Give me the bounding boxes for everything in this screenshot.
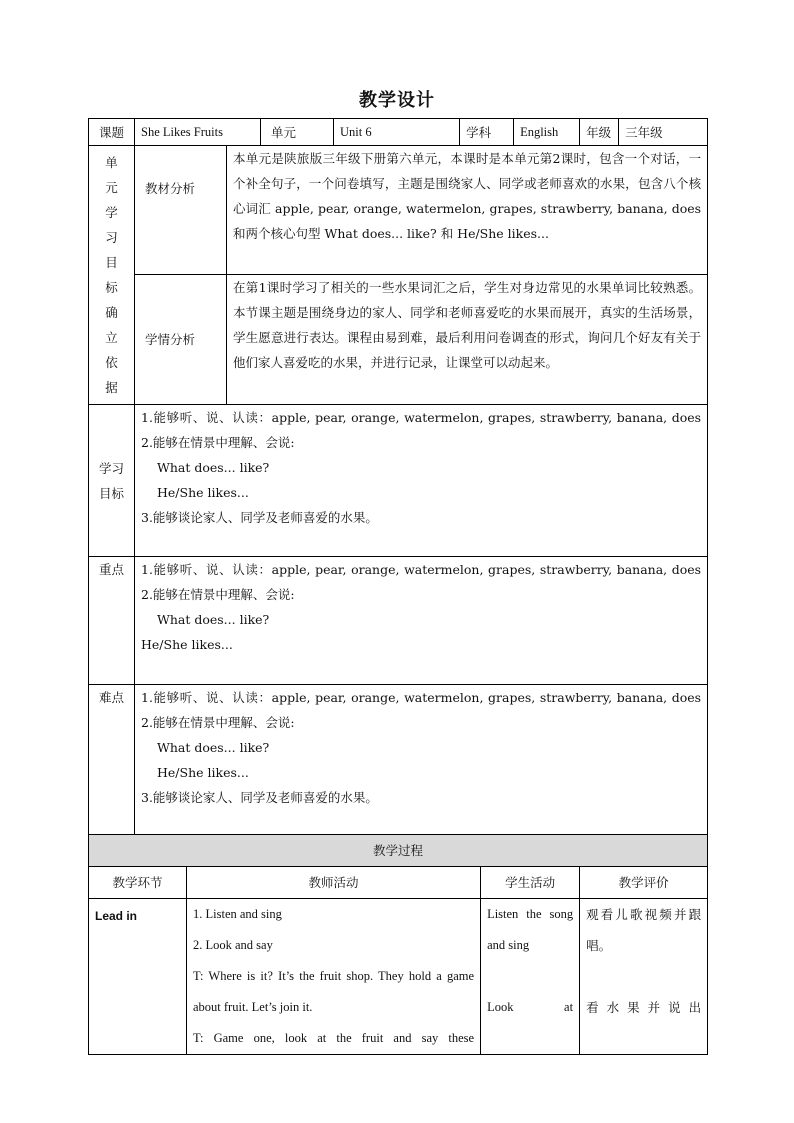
objectives-content <box>135 405 708 557</box>
subject-label: 学科 <box>460 119 514 146</box>
objective-2: 2.能够在情景中理解、会说: <box>141 435 295 450</box>
eval-1: 观看儿歌视频并跟唱。 <box>586 907 702 953</box>
objectives-label: 学习 目标 <box>89 405 135 557</box>
material-analysis-label: 教材分析 <box>135 146 227 275</box>
key-point-2: 2.能够在情景中理解、会说: <box>141 587 295 602</box>
key-point-sentence-1: What does... like? <box>157 612 270 627</box>
unit-value: Unit 6 <box>334 119 460 146</box>
teacher-step-1: 1. Listen and sing <box>193 907 282 921</box>
difficulty-1: 1.能够听、说、认读：apple, pear, orange, watermelon, grapes, strawberry, banana, does <box>141 690 702 705</box>
basis-side-label: 单 元 学 习 目 标 确 立 依 据 <box>89 146 135 405</box>
teacher-step-4: T: Game one, look at the fruit and say these <box>193 1031 475 1045</box>
teaching-evaluation <box>580 899 708 1055</box>
difficulty-sentence-2: He/She likes... <box>157 765 249 780</box>
difficulty-sentence-1: What does... like? <box>157 740 270 755</box>
unit-label: 单元 <box>261 119 334 146</box>
student-step-2: Look at <box>487 1000 574 1014</box>
difficulty-2: 2.能够在情景中理解、会说: <box>141 715 295 730</box>
teacher-activity <box>187 899 481 1055</box>
lesson-plan-table <box>88 118 708 1055</box>
topic-label: 课题 <box>89 119 135 146</box>
student-activity <box>481 899 580 1055</box>
difficulties-content <box>135 685 708 835</box>
objective-sentence-1: What does... like? <box>157 460 270 475</box>
difficulties-label: 难点 <box>89 685 135 835</box>
objective-sentence-2: He/She likes... <box>157 485 249 500</box>
teacher-step-2: 2. Look and say <box>193 938 273 952</box>
col-teacher-header: 教师活动 <box>187 867 481 899</box>
objective-3: 3.能够谈论家人、同学及老师喜爱的水果。 <box>141 510 378 525</box>
eval-2: 看水果并说出 <box>586 1000 702 1015</box>
col-eval-header: 教学评价 <box>580 867 708 899</box>
teacher-step-3: T: Where is it? It’s the fruit shop. They hold a game about fruit. Let’s join it. <box>193 969 475 1014</box>
key-point-sentence-2: He/She likes... <box>141 637 233 652</box>
material-analysis-text: 本单元是陕旅版三年级下册第六单元，本课时是本单元第2课时，包含一个对话，一个补全句子，一个问卷填写，主题是围绕家人、同学或老师喜欢的水果，包含八个核心词汇 apple, pear, orange, watermelon, grapes, strawberry, banana, does 和两个核心句型 What does... like? 和 He/She likes... <box>227 146 708 275</box>
key-point-1: 1.能够听、说、认读：apple, pear, orange, watermelon, grapes, strawberry, banana, does <box>141 562 702 577</box>
process-title: 教学过程 <box>89 835 708 867</box>
col-student-header: 学生活动 <box>481 867 580 899</box>
col-stage-header: 教学环节 <box>89 867 187 899</box>
student-analysis-text: 在第1课时学习了相关的一些水果词汇之后，学生对身边常见的水果单词比较熟悉。本节课主题是围绕身边的家人、同学和老师喜爱吃的水果而展开，真实的生活场景，学生愿意进行表达。课程由易到难，最后利用问卷调查的形式，询问几个好友有关于他们家人喜爱吃的水果，并进行记录，让课堂可以动起来。 <box>227 274 708 404</box>
document-title: 教学设计 <box>359 90 435 111</box>
grade-value: 三年级 <box>619 119 708 146</box>
grade-label: 年级 <box>580 119 619 146</box>
stage-lead-in: Lead in <box>89 899 187 1055</box>
key-points-content <box>135 557 708 685</box>
objective-1: 1.能够听、说、认读：apple, pear, orange, watermelon, grapes, strawberry, banana, does <box>141 410 702 425</box>
subject-value: English <box>514 119 580 146</box>
key-points-label: 重点 <box>89 557 135 685</box>
topic-value: She Likes Fruits <box>135 119 261 146</box>
student-analysis-label: 学情分析 <box>135 274 227 404</box>
difficulty-3: 3.能够谈论家人、同学及老师喜爱的水果。 <box>141 790 378 805</box>
student-step-1: Listen the song and sing <box>487 907 574 952</box>
